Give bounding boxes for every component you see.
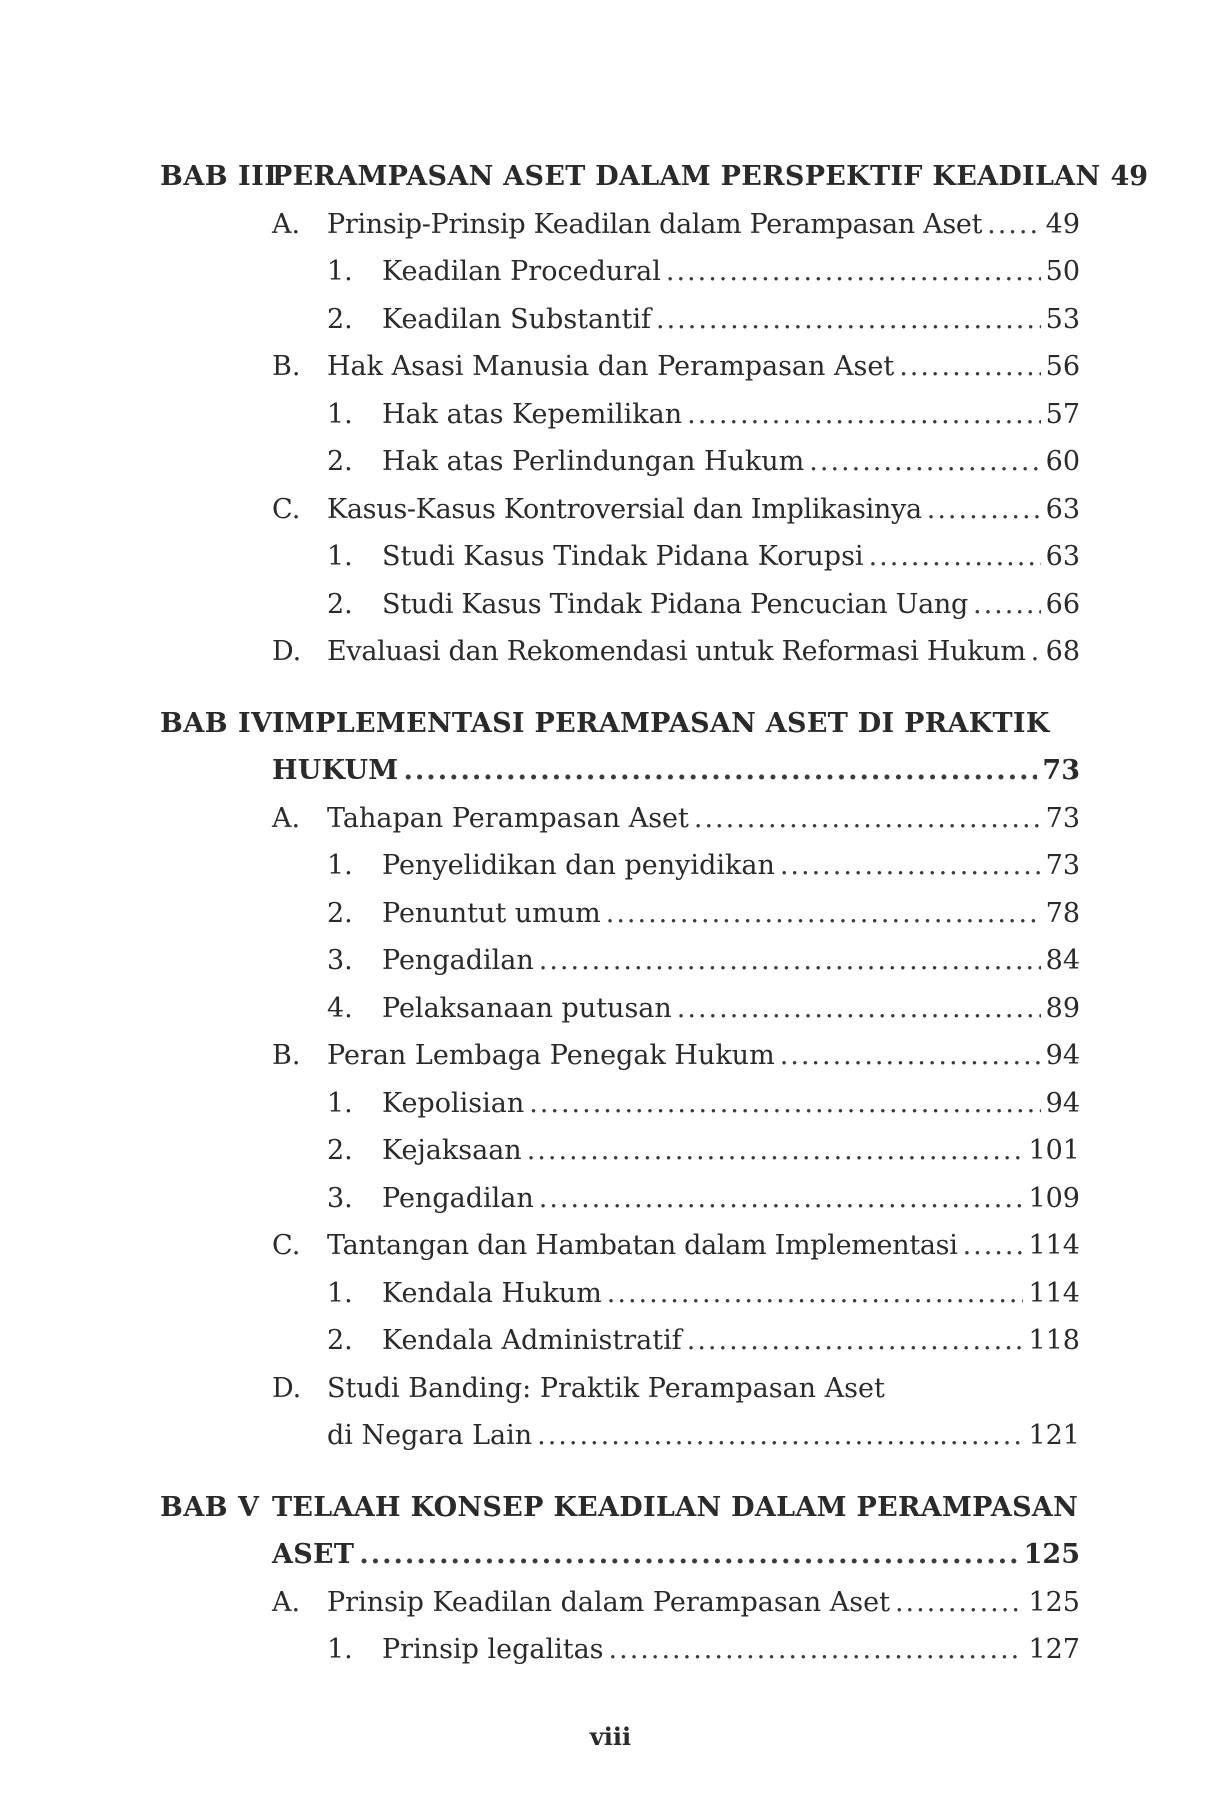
page-folio: viii — [589, 1722, 632, 1751]
chapter-label: BAB V — [160, 1491, 260, 1523]
toc-section — [160, 628, 1080, 676]
subsection-number: 2. — [327, 588, 353, 620]
page-number: 78 — [1045, 897, 1080, 929]
subsection-title: Kejaksaan — [382, 1135, 522, 1166]
toc-subsection — [160, 248, 1080, 296]
page-number: 49 — [1045, 208, 1080, 240]
page-number: 53 — [1045, 303, 1080, 335]
toc-section — [160, 795, 1080, 843]
subsection-title: Pengadilan — [382, 945, 534, 976]
chapter-title-line-1: IMPLEMENTASI PERAMPASAN ASET DI PRAKTIK — [272, 707, 1050, 739]
subsection-title: Keadilan Substantif — [382, 303, 651, 335]
toc-section — [160, 343, 1080, 391]
subsection-number: 4. — [327, 992, 353, 1024]
toc-section — [160, 1222, 1080, 1270]
chapter-bab-iii — [160, 153, 1149, 676]
dot-leader — [987, 201, 1041, 249]
dot-leader — [809, 438, 1040, 486]
toc-section — [160, 1032, 1080, 1080]
subsection-number: 3. — [327, 945, 353, 976]
dot-leader — [963, 1222, 1024, 1270]
dot-leader — [404, 747, 1038, 795]
section-title: Tahapan Perampasan Aset — [327, 802, 689, 834]
dot-leader — [666, 248, 1041, 296]
section-letter: D. — [272, 1372, 302, 1404]
section-letter: C. — [272, 493, 301, 525]
section-letter: A. — [272, 1586, 301, 1618]
subsection-title: Pengadilan — [382, 1182, 534, 1214]
page-number: 94 — [1045, 1040, 1080, 1071]
section-title: Prinsip Keadilan dalam Perampasan Aset — [327, 1586, 890, 1618]
subsection-title: Kendala Administratif — [382, 1325, 682, 1356]
page-number: 114 — [1028, 1230, 1080, 1261]
subsection-title: Hak atas Kepemilikan — [382, 398, 683, 430]
subsection-title: Prinsip legalitas — [382, 1634, 604, 1665]
dot-leader — [973, 581, 1041, 629]
subsection-title: Keadilan Procedural — [382, 256, 661, 287]
section-title-line-2: di Negara Lain — [327, 1420, 533, 1451]
dot-leader — [687, 391, 1041, 439]
page-number: 121 — [1028, 1420, 1080, 1451]
toc-subsection — [160, 533, 1080, 581]
toc-subsection — [160, 1317, 1080, 1365]
toc-section-continued — [160, 1412, 1080, 1460]
dot-leader — [694, 795, 1041, 843]
page-number: 63 — [1045, 541, 1080, 572]
chapter-title-line-2: ASET — [272, 1539, 355, 1570]
page-number: 109 — [1028, 1182, 1080, 1214]
chapter-bab-iv — [160, 700, 1080, 1460]
section-title: Peran Lembaga Penegak Hukum — [327, 1040, 775, 1071]
subsection-title: Kendala Hukum — [382, 1277, 602, 1309]
chapter-title-entry — [160, 1531, 1080, 1579]
toc-subsection — [160, 1270, 1080, 1318]
subsection-title: Hak atas Perlindungan Hukum — [382, 446, 805, 477]
toc-subsection — [160, 1127, 1080, 1175]
page-number: 73 — [1045, 802, 1080, 834]
section-title: Evaluasi dan Rekomendasi untuk Reformasi Hukum — [327, 636, 1026, 667]
page-number: 127 — [1028, 1634, 1080, 1665]
chapter-title-line-1: TELAAH KONSEP KEADILAN DALAM PERAMPASAN — [272, 1491, 1079, 1523]
chapter-title: PERAMPASAN ASET DALAM PERSPEKTIF KEADILAN — [272, 161, 1101, 192]
dot-leader — [539, 937, 1041, 985]
subsection-title: Studi Kasus Tindak Pidana Korupsi — [382, 541, 864, 572]
subsection-number: 1. — [327, 541, 353, 572]
subsection-number: 2. — [327, 303, 353, 335]
dot-leader — [677, 985, 1041, 1033]
toc-subsection — [160, 985, 1080, 1033]
subsection-number: 2. — [327, 897, 353, 929]
section-letter: D. — [272, 636, 302, 667]
section-title: Hak Asasi Manusia dan Perampasan Aset — [327, 351, 895, 382]
dot-leader — [527, 1127, 1024, 1175]
page-number: 114 — [1028, 1277, 1080, 1309]
dot-leader — [687, 1317, 1024, 1365]
subsection-number: 3. — [327, 1182, 353, 1214]
subsection-number: 1. — [327, 1087, 353, 1119]
dot-leader — [927, 486, 1041, 534]
dot-leader — [539, 1175, 1024, 1223]
page-number: 50 — [1045, 256, 1080, 287]
page-number: 66 — [1045, 588, 1080, 620]
chapter-bab-v — [160, 1484, 1080, 1674]
dot-leader — [359, 1531, 1018, 1579]
subsection-number: 1. — [327, 1634, 353, 1665]
section-title-line-1: Studi Banding: Praktik Perampasan Aset — [327, 1372, 885, 1404]
toc-subsection — [160, 1175, 1080, 1223]
toc-subsection — [160, 438, 1080, 486]
subsection-number: 1. — [327, 398, 353, 430]
page-number: 101 — [1028, 1135, 1080, 1166]
chapter-title-line-2: HUKUM — [272, 755, 399, 786]
page-number: 73 — [1042, 755, 1080, 786]
subsection-title: Penuntut umum — [382, 897, 601, 929]
page-number: 60 — [1045, 446, 1080, 477]
section-letter: A. — [272, 802, 301, 834]
toc-section — [160, 1365, 1080, 1413]
page-number: 73 — [1045, 850, 1080, 881]
page-number: 57 — [1045, 398, 1080, 430]
toc-subsection — [160, 1626, 1080, 1674]
subsection-number: 2. — [327, 1135, 353, 1166]
page-number: 84 — [1045, 945, 1080, 976]
table-of-contents — [160, 153, 1149, 1674]
page-number: 89 — [1045, 992, 1080, 1024]
page-number: 94 — [1045, 1087, 1080, 1119]
section-letter: B. — [272, 1040, 301, 1071]
subsection-number: 1. — [327, 1277, 353, 1309]
page-number: 125 — [1023, 1539, 1080, 1570]
dot-leader — [780, 1032, 1041, 1080]
page-number: 68 — [1045, 636, 1080, 667]
dot-leader — [606, 890, 1041, 938]
section-title: Tantangan dan Hambatan dalam Implementasi — [327, 1230, 958, 1261]
page-number: 63 — [1045, 493, 1080, 525]
page-number: 118 — [1028, 1325, 1080, 1356]
section-letter: B. — [272, 351, 301, 382]
dot-leader — [869, 533, 1041, 581]
toc-subsection — [160, 391, 1080, 439]
chapter-title-entry — [160, 153, 1149, 201]
dot-leader — [899, 343, 1040, 391]
subsection-title: Pelaksanaan putusan — [382, 992, 672, 1024]
toc-section — [160, 201, 1080, 249]
dot-leader — [895, 1579, 1024, 1627]
chapter-label: BAB IV — [160, 707, 273, 739]
page-number: 125 — [1028, 1586, 1080, 1618]
dot-leader — [780, 842, 1041, 890]
dot-leader — [1031, 628, 1041, 676]
section-letter: C. — [272, 1230, 301, 1261]
subsection-title: Penyelidikan dan penyidikan — [382, 850, 775, 881]
page-number: 56 — [1045, 351, 1080, 382]
dot-leader — [609, 1626, 1024, 1674]
toc-subsection — [160, 1080, 1080, 1128]
page-number: 49 — [1110, 161, 1149, 192]
subsection-title: Studi Kasus Tindak Pidana Pencucian Uang — [382, 588, 968, 620]
dot-leader — [607, 1270, 1024, 1318]
chapter-title-entry — [160, 747, 1080, 795]
toc-subsection — [160, 842, 1080, 890]
toc-section — [160, 1579, 1080, 1627]
toc-subsection — [160, 296, 1080, 344]
dot-leader — [537, 1412, 1023, 1460]
subsection-number: 1. — [327, 256, 353, 287]
toc-subsection — [160, 890, 1080, 938]
section-title: Kasus-Kasus Kontroversial dan Implikasinya — [327, 493, 922, 525]
toc-subsection — [160, 581, 1080, 629]
dot-leader — [656, 296, 1041, 344]
subsection-number: 2. — [327, 446, 353, 477]
dot-leader — [529, 1080, 1040, 1128]
toc-subsection — [160, 937, 1080, 985]
section-letter: A. — [272, 208, 301, 240]
subsection-number: 2. — [327, 1325, 353, 1356]
subsection-number: 1. — [327, 850, 353, 881]
subsection-title: Kepolisian — [382, 1087, 525, 1119]
chapter-label: BAB III — [160, 161, 278, 192]
section-title: Prinsip-Prinsip Keadilan dalam Perampasan Aset — [327, 208, 983, 240]
toc-section — [160, 486, 1080, 534]
